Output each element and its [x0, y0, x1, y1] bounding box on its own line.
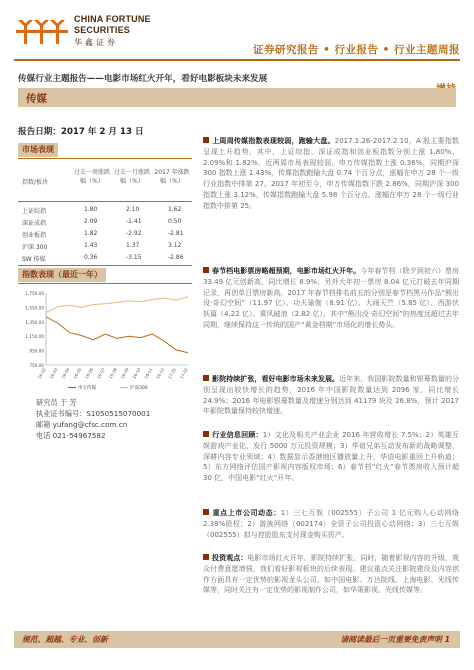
paragraph-heading: 重点上市公司动态：: [212, 509, 281, 517]
analyst-license: 执业证书编号：S1050515070001: [36, 409, 151, 418]
paragraph-industry-news: 行业信息回顾：1）文化及相关产业企业 2016 年营收增长 7.5%；2）英雄互娱游戏产业化，发行 5000 万元投资规模；3）华谊兄弟互动发布新的战略调整，深耕内容专业领域；4）数据显示香港地区播放量上升，华语电影重回上升轨道；5）东方网络评估国产影视内容版权市场；6）春节档“红火”春节票房收入预计超 30 亿，中国电影“红火”开年。: [203, 431, 460, 483]
x-tick-label: 16-04: [60, 367, 71, 380]
paragraph-heading: 上周周传媒指数表现较弱，跑输大盘。: [212, 137, 335, 145]
table-rule: [18, 265, 192, 266]
table-row: 深证成指 2.09 -1.41 0.50: [22, 218, 182, 227]
y-tick-label: 1,150.00: [25, 334, 44, 340]
y-tick-label: 1,350.00: [25, 319, 44, 325]
index-chart-svg: [18, 285, 192, 395]
x-tick-label: 16-05: [72, 367, 83, 380]
table-header-ytd: 2017 年涨跌幅（%）: [154, 169, 190, 185]
paragraph-heading: 春节档电影票房略超预期，电影市场红火开年。: [212, 267, 361, 275]
x-tick-label: 16-10: [131, 367, 142, 380]
logo-chinese-name: 华鑫证券: [74, 38, 118, 47]
market-performance-header: [18, 143, 192, 159]
table-header-month: 过去一月涨跌幅（%）: [114, 169, 151, 185]
market-performance-label: 市场表现: [18, 143, 58, 157]
x-tick-label: 17-02: [178, 367, 189, 380]
logo-english-line2: SECURITIES: [74, 25, 131, 35]
footer-slogan: 规范、超越、专业、创新: [22, 635, 108, 644]
table-rule: [18, 201, 192, 202]
report-title: 传媒行业主题报告——电影市场红火开年，看好电影板块未来发展: [18, 74, 268, 84]
series-line: [46, 317, 188, 353]
index-performance-header: [18, 268, 192, 284]
industry-name: 传媒: [26, 93, 47, 105]
logo-mark-icon: [14, 14, 72, 50]
industry-banner: [18, 88, 456, 107]
paragraph-cinema-expansion: 影院持续扩张，看好电影市场未来发展。近年来，我国影院数量和银幕数量的分别呈现出较快增长的趋势，2016 年中国影院数量达到 2096 家，同比增长 24.9%；2016 年电影银幕数量及增速分别达到 41179 块及 26.8%，预计 2017 年影院数量保持较快增速。: [203, 375, 460, 416]
y-tick-label: 950.00: [29, 348, 44, 354]
bullet-square-icon: [203, 267, 209, 273]
paragraph-heading: 投资观点：: [212, 554, 248, 562]
table-row: 上证综指 1.80 2.10 1.62: [22, 206, 182, 215]
paragraph-market-review: 上周周传媒指数表现较弱，跑输大盘。2017.1.26-2017.2.10，A 股主要指数呈现上升趋势，其中，上证综指、深证成指和创业板指数分别上涨 1.80%、2.09%和 1.82%，近两周市场表现较弱，申万传媒指数上涨 0.36%，同期沪深 300 指数上涨 1.43%，传媒指数跑输大盘 0.74 个百分点，涨幅在申万 28 个一级行业指数中排第 27。2017 年初至今，申万传媒指数下跌 2.86%，同期沪深 300 指数上涨 3.12%，传媒指数跑输大盘 5.98 个百分点，涨幅在申万 28 个一级行业指数中排第 25。: [203, 137, 459, 210]
x-tick-label: 17-01: [166, 367, 178, 380]
analyst-name: 研究员 于 芳: [36, 398, 77, 407]
x-tick-label: 16-09: [119, 367, 130, 380]
report-header: [0, 0, 474, 70]
legend-label: 申万传媒: [78, 386, 96, 391]
analyst-phone: 电话 021-54967582: [36, 431, 106, 440]
bullet-square-icon: [203, 554, 209, 560]
x-tick-label: 16-08: [107, 367, 118, 380]
paragraph-investment-view: 投资观点：电影市场红火开年，影院持续扩张，同时，随着影视内容的升级，观众付费意愿增强，我们看好影视板块的后续表现。建议重点关注影院建设及内容创作方面具有一定优势的影视龙头公司，如中国电影、万达院线、上海电影、光线传媒等，同时关注有一定优势的影视制作公司，如华策影视、光线传媒等。: [203, 554, 460, 595]
table-row: SW 传媒 0.36 -3.15 -2.86: [22, 254, 184, 263]
paragraph-heading: 行业信息回顾：: [212, 431, 263, 439]
y-tick-label: 1,750.00: [25, 291, 44, 296]
paragraph-company-news: 重点上市公司动态：1）三七互娱（002555）子公司 1 亿元购入心动网络 2.38%股权；2）游族网络（002174）全资子公司投资心动网络；3）三七互娱（002555）拟与控股股东支付现金购买资产。: [203, 509, 459, 539]
page-footer: [14, 631, 460, 648]
footer-disclaimer: 请阅读最后一页重要免责声明 1: [340, 635, 450, 644]
paragraph-spring-festival: 春节档电影票房略超预期，电影市场红火开年。今年春节档（除夕到初六）票房 33.49 亿元创新高，同比增长 8.9%，另外大年初一票房 8.04 亿元打破去年同期记录，再创单日票房新高。2017 年春节档排名前五的分别是春节档黑马作品“熊出没·奇幻空间”（11.97 亿）、功夫瑜伽（8.91 亿）、大闹天竺（5.85 亿）、西游伏妖篇（4.22 亿）、乘风破浪（2.82 亿），其中“熊出没·奇幻空间”的热度远超过去年同期，继续保持这一传统的国产“黄金档期”市场化的增长势头。: [203, 267, 460, 329]
table-row: 沪深 300 1.43 1.37 3.12: [22, 242, 182, 251]
x-tick-label: 16-03: [48, 367, 59, 380]
y-tick-label: 750.00: [29, 363, 44, 368]
report-type-label: 证券研究报告 • 行业报告 • 行业主题周报: [252, 44, 460, 56]
x-tick-label: 16-06: [84, 367, 95, 380]
report-date: 报告日期：2017 年 2 月 13 日: [18, 127, 144, 137]
x-tick-label: 16-11: [143, 367, 154, 380]
x-tick-label: 16-02: [36, 367, 47, 380]
bullet-square-icon: [203, 375, 209, 381]
table-row: 创业板指 1.82 -2.92 -2.81: [22, 230, 184, 239]
x-tick-label: 16-07: [95, 367, 107, 380]
bullet-square-icon: [203, 431, 209, 437]
index-line-chart: [18, 285, 192, 395]
bullet-square-icon: [203, 137, 209, 143]
analyst-email: 邮箱 yufang@cfsc.com.cn: [36, 420, 128, 429]
y-tick-label: 1,550.00: [25, 305, 44, 311]
company-logo: [14, 14, 169, 50]
table-header-index: 指数/板块: [22, 179, 49, 186]
series-line: [46, 297, 188, 313]
bullet-square-icon: [203, 509, 209, 515]
x-tick-label: 16-12: [155, 367, 166, 380]
legend-label: 沪深300: [130, 386, 148, 391]
index-performance-label: 指数表现（最近一年）: [18, 268, 106, 282]
header-divider: [14, 59, 460, 61]
table-header-week: 过去一周涨跌幅（%）: [74, 169, 111, 185]
paragraph-heading: 影院持续扩张，看好电影市场未来发展。: [212, 375, 340, 383]
logo-english-line1: CHINA FORTUNE: [74, 14, 151, 24]
